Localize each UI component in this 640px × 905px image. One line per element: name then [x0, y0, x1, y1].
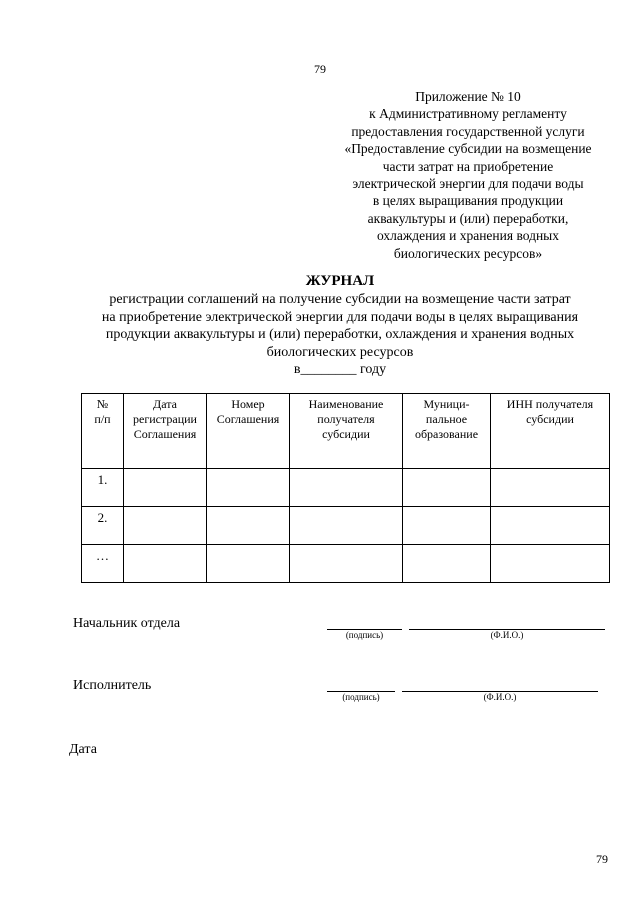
appendix-line: биологических ресурсов» [393, 245, 543, 261]
table-row [82, 545, 610, 583]
cell [124, 507, 207, 545]
appendix-line: электрической энергии для подачи воды [352, 176, 584, 192]
journal-subtitle-line: продукции аквакультуры и (или) переработки, охлаждения и хранения водных [105, 327, 575, 343]
header-registration-date: Дата регистрации Соглашения [124, 394, 207, 469]
header-number: № п/п [82, 394, 124, 469]
appendix-line: Приложение № 10 [415, 89, 521, 104]
header-recipient-name: Наименование получателя субсидии [290, 394, 403, 469]
table-row [82, 469, 610, 507]
cell-number: … [82, 545, 124, 583]
cell [207, 507, 290, 545]
journal-title: ЖУРНАЛ [305, 273, 375, 289]
appendix-line: «Предоставление субсидии на возмещение [344, 141, 592, 157]
table-row [82, 507, 610, 545]
cell [403, 469, 491, 507]
cell [124, 545, 207, 583]
header-municipality: Муници- пальное образование [403, 394, 491, 469]
cell-number: 2. [82, 507, 124, 545]
head-name-hint: (Ф.И.О.) [490, 630, 524, 640]
journal-subtitle-line: регистрации соглашений на получение субсидии на возмещение части затрат [109, 292, 571, 307]
appendix-line: к Административному регламенту [369, 106, 567, 122]
journal-subtitle-line: на приобретение электрической энергии для подачи воды в целях выращивания [101, 309, 579, 325]
cell [403, 545, 491, 583]
executor-signature-hint: (подпись) [342, 692, 380, 702]
header-inn: ИНН получателя субсидии [491, 394, 610, 469]
cell [290, 545, 403, 583]
journal-subtitle [60, 291, 620, 379]
cell [491, 469, 610, 507]
executor-label: Исполнитель [73, 678, 152, 693]
head-signature-hint: (подпись) [345, 630, 384, 640]
table-header-row [82, 394, 610, 469]
cell [207, 545, 290, 583]
executor-name-hint: (Ф.И.О.) [483, 692, 517, 702]
appendix-header [318, 88, 618, 262]
journal-year-line: в________ году [293, 362, 387, 378]
journal-subtitle-line: биологических ресурсов [266, 344, 414, 360]
date-label: Дата [69, 742, 97, 757]
cell [403, 507, 491, 545]
cell [491, 507, 610, 545]
head-of-department-label: Начальник отдела [73, 616, 181, 631]
cell [124, 469, 207, 507]
cell [207, 469, 290, 507]
header-agreement-number: Номер Соглашения [207, 394, 290, 469]
appendix-line: предоставления государственной услуги [351, 123, 585, 139]
appendix-line: аквакультуры и (или) переработки, [367, 210, 569, 226]
appendix-line: охлаждения и хранения водных [376, 228, 559, 244]
page-number-top: 79 [314, 62, 326, 76]
cell [290, 469, 403, 507]
appendix-line: в целях выращивания продукции [372, 193, 564, 209]
journal-table [81, 393, 610, 583]
cell [290, 507, 403, 545]
appendix-line: части затрат на приобретение [382, 158, 554, 174]
page-number-bottom: 79 [596, 852, 608, 866]
cell [491, 545, 610, 583]
cell-number: 1. [82, 469, 124, 507]
